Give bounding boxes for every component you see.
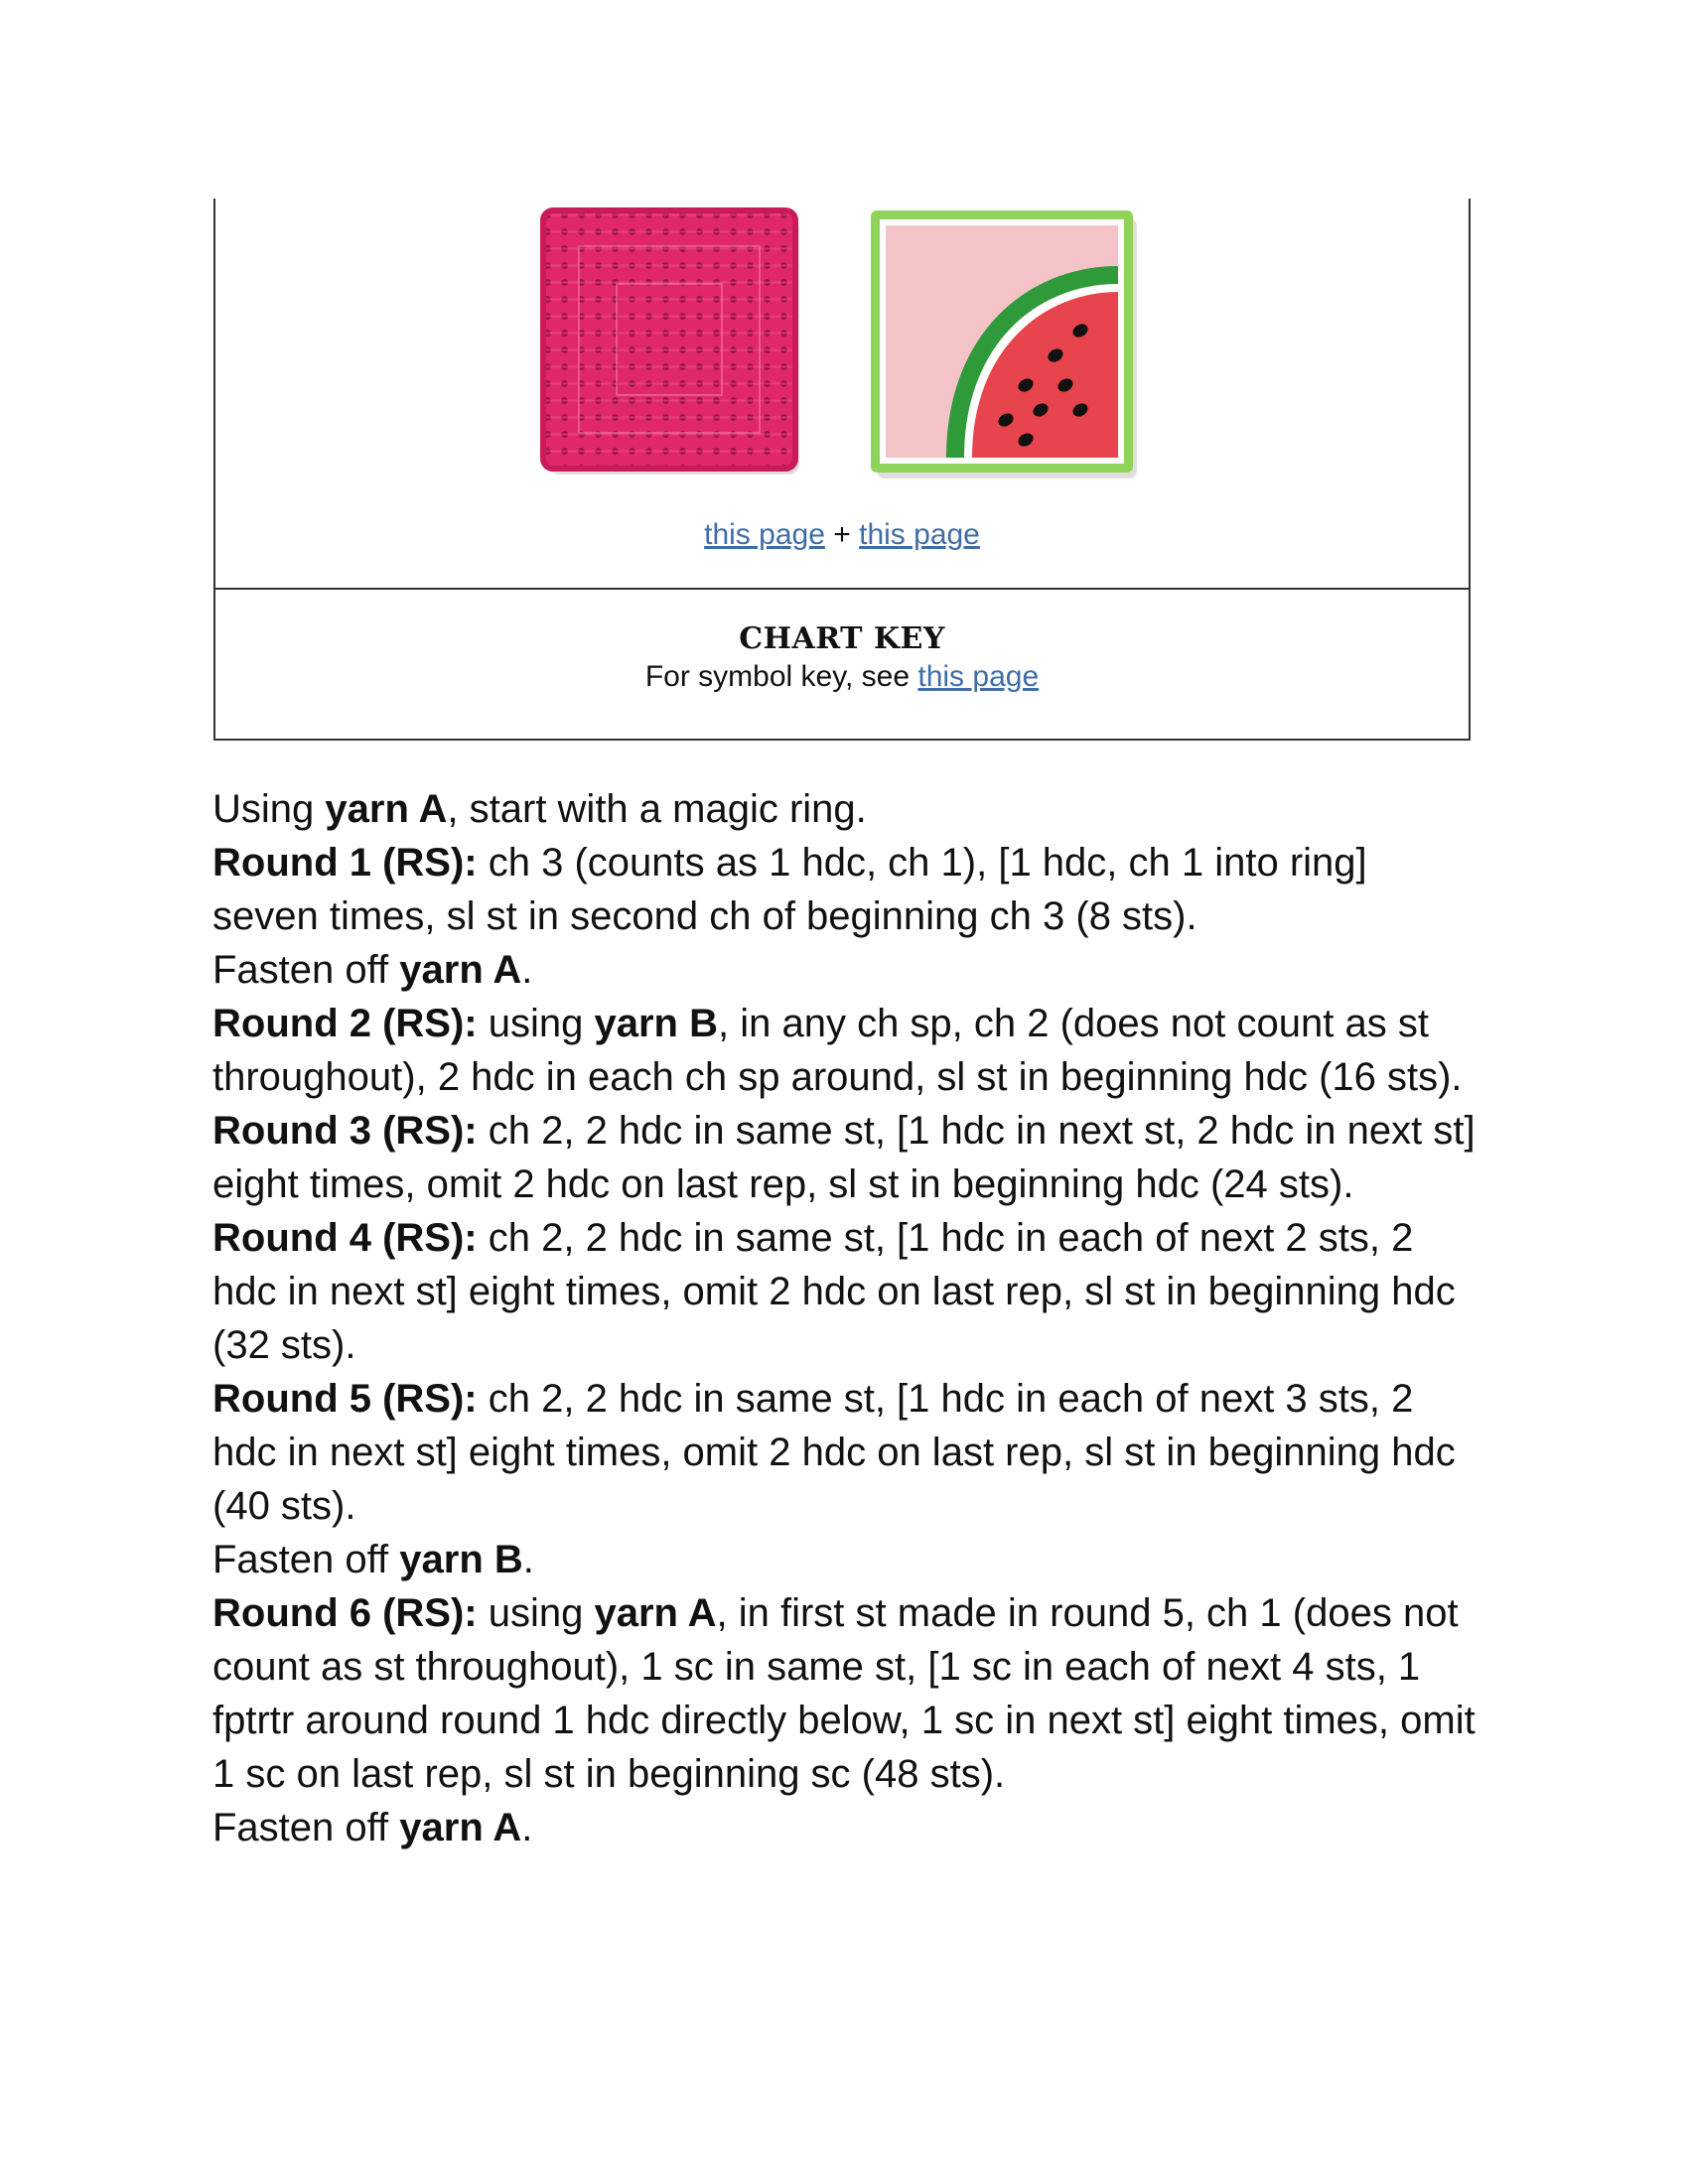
round-label: Round 1 (RS): bbox=[212, 841, 478, 885]
fasten-off-1 bbox=[212, 943, 1483, 997]
yarn-label: yarn A bbox=[325, 787, 448, 831]
photo-cell bbox=[215, 199, 1469, 590]
pattern-box bbox=[213, 199, 1471, 741]
round-text: , in first st made in round 5, ch 1 (does not count as st throughout), 1 sc in same st, [1 sc in each of next 4 sts, 1 fptrtr around round 1 hdc directly below, 1 sc in next st] eight times, omit 1 sc on last rep, sl st in beginning sc (48 sts). bbox=[212, 1591, 1476, 1796]
granny-square-photo bbox=[539, 206, 807, 484]
round-label: Round 3 (RS): bbox=[212, 1109, 478, 1153]
round-label: Round 6 (RS): bbox=[212, 1591, 478, 1635]
text: Fasten off bbox=[212, 948, 400, 992]
round-label: Round 5 (RS): bbox=[212, 1377, 478, 1421]
chart-key-subtitle bbox=[215, 660, 1469, 694]
page-link-1[interactable]: this page bbox=[704, 518, 825, 551]
watermelon-square-photo bbox=[867, 206, 1145, 484]
yarn-label: yarn A bbox=[399, 948, 522, 992]
text: Fasten off bbox=[212, 1538, 400, 1581]
yarn-label: yarn A bbox=[594, 1591, 717, 1635]
round-label: Round 4 (RS): bbox=[212, 1216, 478, 1260]
intro-line bbox=[212, 782, 1483, 836]
round-text: , in any ch sp, ch 2 (does not count as st throughout), 2 hdc in each ch sp around, sl st in beginning hdc (16 sts). bbox=[212, 1002, 1463, 1099]
round-text: ch 2, 2 hdc in same st, [1 hdc in next st, 2 hdc in next st] eight times, omit 2 hdc on last rep, sl st in beginning hdc (24 sts). bbox=[212, 1109, 1476, 1206]
round-label: Round 2 (RS): bbox=[212, 1002, 478, 1045]
text: Fasten off bbox=[212, 1806, 400, 1849]
text: using bbox=[477, 1002, 595, 1045]
round-5 bbox=[212, 1372, 1483, 1533]
symbol-key-link[interactable]: this page bbox=[917, 660, 1040, 693]
fasten-off-2 bbox=[212, 1533, 1483, 1586]
round-text: ch 2, 2 hdc in same st, [1 hdc in each of next 3 sts, 2 hdc in next st] eight times, omit 2 hdc on last rep, sl st in beginning hdc (40 sts). bbox=[212, 1377, 1456, 1528]
round-3 bbox=[212, 1104, 1483, 1211]
round-4 bbox=[212, 1211, 1483, 1372]
yarn-label: yarn A bbox=[399, 1806, 522, 1849]
page-link-2[interactable]: this page bbox=[859, 518, 980, 551]
chart-key-cell bbox=[215, 590, 1469, 739]
round-text: ch 3 (counts as 1 hdc, ch 1), [1 hdc, ch 1 into ring] seven times, sl st in second ch of beginning ch 3 (8 sts). bbox=[212, 841, 1367, 938]
text: Using bbox=[212, 787, 326, 831]
yarn-label: yarn B bbox=[399, 1538, 523, 1581]
plus-separator: + bbox=[833, 518, 851, 551]
round-2 bbox=[212, 997, 1483, 1104]
text: . bbox=[522, 1538, 534, 1581]
yarn-label: yarn B bbox=[594, 1002, 718, 1045]
round-1 bbox=[212, 836, 1483, 943]
fasten-off-3 bbox=[212, 1801, 1483, 1854]
text: . bbox=[521, 948, 533, 992]
photo-links bbox=[215, 518, 1469, 552]
text: , start with a magic ring. bbox=[447, 787, 867, 831]
pattern-instructions bbox=[212, 782, 1483, 1854]
chart-key-prefix: For symbol key, see bbox=[644, 660, 918, 693]
text: . bbox=[521, 1806, 533, 1849]
round-6 bbox=[212, 1586, 1483, 1801]
chart-key-title: CHART KEY bbox=[739, 621, 945, 656]
round-text: ch 2, 2 hdc in same st, [1 hdc in each of next 2 sts, 2 hdc in next st] eight times, omit 2 hdc on last rep, sl st in beginning hdc (32 sts). bbox=[212, 1216, 1456, 1367]
text: using bbox=[477, 1591, 595, 1635]
photos-row bbox=[215, 206, 1469, 484]
